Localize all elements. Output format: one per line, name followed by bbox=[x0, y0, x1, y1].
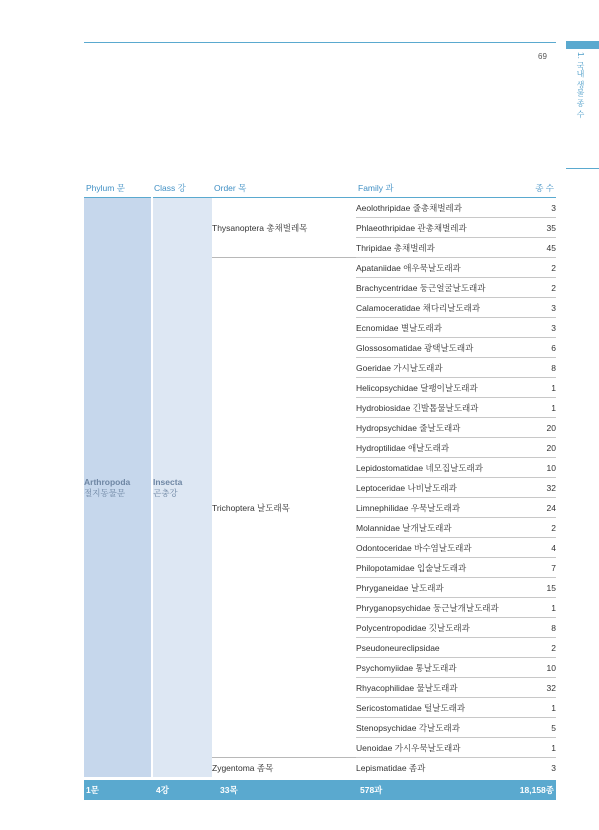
family-cell: Hydrobiosidae 긴발톱물날도래과 bbox=[356, 398, 516, 418]
species-count-cell: 32 bbox=[516, 478, 556, 498]
species-count-cell: 10 bbox=[516, 658, 556, 678]
table-header-row bbox=[84, 178, 556, 198]
species-count-cell: 1 bbox=[516, 398, 556, 418]
top-rule bbox=[84, 42, 556, 43]
header-phylum: Phylum 문 bbox=[84, 178, 152, 198]
family-cell: Psychomyiidae 통날도래과 bbox=[356, 658, 516, 678]
species-count-cell: 3 bbox=[516, 298, 556, 318]
family-cell: Rhyacophilidae 물날도래과 bbox=[356, 678, 516, 698]
total-phylum: 1문 bbox=[84, 779, 152, 801]
order-cell: Thysanoptera 총채벌레목 bbox=[212, 222, 308, 233]
section-tab bbox=[566, 41, 599, 49]
species-count-cell: 7 bbox=[516, 558, 556, 578]
species-count-cell: 2 bbox=[516, 278, 556, 298]
page-number: 69 bbox=[538, 52, 547, 61]
header-count: 종 수 bbox=[516, 178, 556, 198]
family-cell: Glossosomatidae 광택날도래과 bbox=[356, 338, 516, 358]
family-cell: Limnephilidae 우묵날도래과 bbox=[356, 498, 516, 518]
section-side-title: 1. 국내 생물 종 수 bbox=[576, 52, 585, 118]
species-count-cell: 2 bbox=[516, 638, 556, 658]
order-cell: Trichoptera 날도래목 bbox=[212, 258, 356, 758]
family-cell: Stenopsychidae 각날도래과 bbox=[356, 718, 516, 738]
phylum-latin-name: Arthropoda bbox=[84, 476, 131, 487]
family-cell: Goeridae 가시날도래과 bbox=[356, 358, 516, 378]
order-cell: Zygentoma 좀목 bbox=[212, 758, 356, 779]
total-row bbox=[84, 779, 556, 801]
family-cell: Phryganopsychidae 둥근날개날도래과 bbox=[356, 598, 516, 618]
table-row bbox=[84, 198, 556, 218]
species-count-cell: 20 bbox=[516, 418, 556, 438]
family-cell: Hydropsychidae 줄날도래과 bbox=[356, 418, 516, 438]
family-cell: Brachycentridae 둥근얼굴날도래과 bbox=[356, 278, 516, 298]
species-count-cell: 15 bbox=[516, 578, 556, 598]
species-count-cell: 2 bbox=[516, 258, 556, 278]
species-count-cell: 6 bbox=[516, 338, 556, 358]
family-cell: Leptoceridae 나비날도래과 bbox=[356, 478, 516, 498]
family-cell: Lepidostomatidae 네모집날도래과 bbox=[356, 458, 516, 478]
family-cell: Aeolothripidae 줄총채벌레과 bbox=[356, 198, 516, 218]
family-cell: Phlaeothripidae 관총채벌레과 bbox=[356, 218, 516, 238]
species-count-cell: 20 bbox=[516, 438, 556, 458]
species-count-cell: 4 bbox=[516, 538, 556, 558]
species-count-cell: 1 bbox=[516, 698, 556, 718]
species-count-cell: 32 bbox=[516, 678, 556, 698]
species-count-cell: 35 bbox=[516, 218, 556, 238]
header-family: Family 과 bbox=[356, 178, 516, 198]
total-family: 578과 bbox=[356, 779, 516, 801]
family-cell: Uenoidae 가시우묵날도래과 bbox=[356, 738, 516, 758]
species-count-cell: 3 bbox=[516, 198, 556, 218]
family-cell: Phryganeidae 날도래과 bbox=[356, 578, 516, 598]
family-cell: Thripidae 총채벌레과 bbox=[356, 238, 516, 258]
species-count-cell: 3 bbox=[516, 758, 556, 779]
family-cell: Lepismatidae 좀과 bbox=[356, 758, 516, 779]
species-count-cell: 1 bbox=[516, 598, 556, 618]
family-cell: Pseudoneureclipsidae bbox=[356, 638, 516, 658]
family-cell: Calamoceratidae 채다리날도래과 bbox=[356, 298, 516, 318]
header-class: Class 강 bbox=[152, 178, 212, 198]
class-cell bbox=[152, 198, 212, 779]
species-count-cell: 45 bbox=[516, 238, 556, 258]
family-cell: Polycentropodidae 깃날도래과 bbox=[356, 618, 516, 638]
phylum-korean-name: 절지동물문 bbox=[84, 487, 126, 498]
family-cell: Hydroptilidae 애날도래과 bbox=[356, 438, 516, 458]
species-count-cell: 5 bbox=[516, 718, 556, 738]
family-cell: Helicopsychidae 달팽이날도래과 bbox=[356, 378, 516, 398]
side-rule bbox=[566, 168, 599, 169]
family-cell: Philopotamidae 입술날도래과 bbox=[356, 558, 516, 578]
family-cell: Molannidae 날개날도래과 bbox=[356, 518, 516, 538]
species-count-cell: 1 bbox=[516, 378, 556, 398]
family-cell: Ecnomidae 별날도래과 bbox=[356, 318, 516, 338]
family-cell: Odontoceridae 바수염날도래과 bbox=[356, 538, 516, 558]
taxonomy-table bbox=[84, 178, 556, 800]
total-class: 4강 bbox=[152, 779, 212, 801]
total-count: 18,158종 bbox=[516, 779, 556, 801]
class-latin-name: Insecta bbox=[153, 476, 183, 487]
family-cell: Sericostomatidae 털날도래과 bbox=[356, 698, 516, 718]
species-count-cell: 10 bbox=[516, 458, 556, 478]
species-count-cell: 2 bbox=[516, 518, 556, 538]
header-order: Order 목 bbox=[212, 178, 356, 198]
phylum-cell bbox=[84, 198, 152, 779]
total-order: 33목 bbox=[212, 779, 356, 801]
family-cell: Apataniidae 애우묵날도래과 bbox=[356, 258, 516, 278]
class-korean-name: 곤충강 bbox=[153, 487, 178, 498]
species-count-cell: 1 bbox=[516, 738, 556, 758]
species-count-cell: 3 bbox=[516, 318, 556, 338]
species-count-cell: 24 bbox=[516, 498, 556, 518]
species-count-cell: 8 bbox=[516, 618, 556, 638]
species-count-cell: 8 bbox=[516, 358, 556, 378]
